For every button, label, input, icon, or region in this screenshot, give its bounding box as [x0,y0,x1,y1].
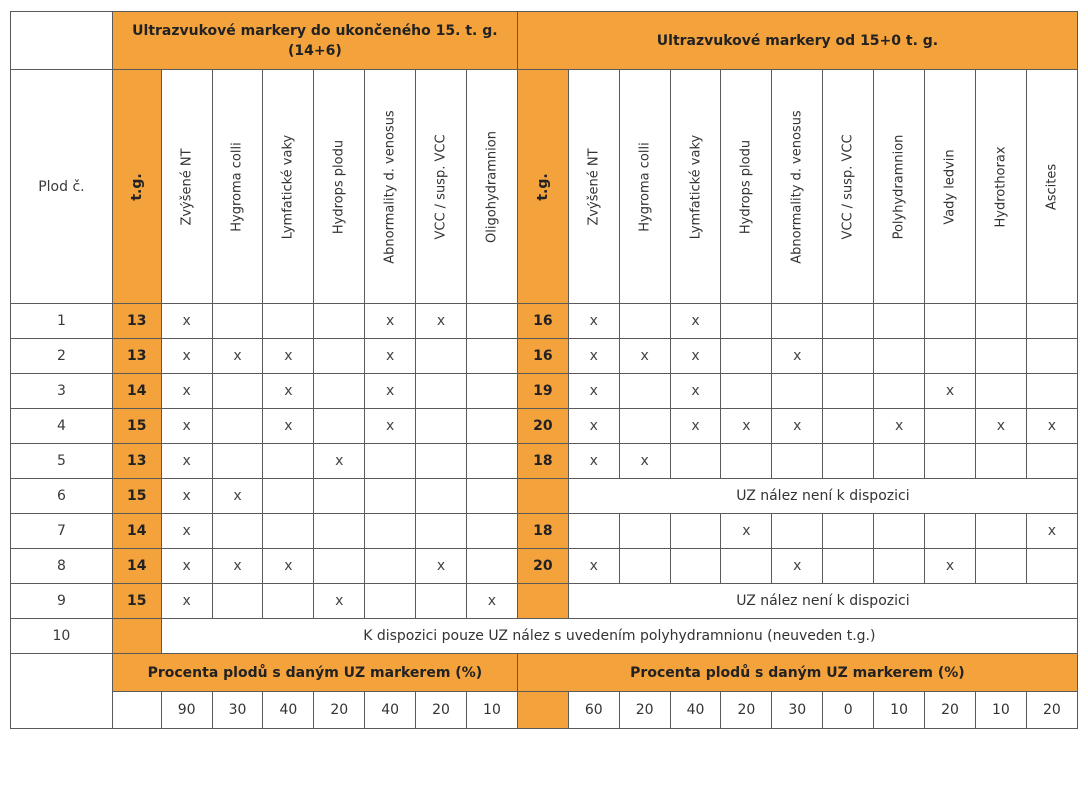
marker-cell: x [212,549,263,584]
marker-cell: x [365,409,416,444]
marker-cell [416,374,467,409]
tg1-value: 14 [112,549,161,584]
table-row [11,304,1078,339]
marker-cell: x [568,339,619,374]
marker-cell [670,514,721,549]
marker-cell [1026,339,1077,374]
marker-cell [619,409,670,444]
marker-cell [1026,304,1077,339]
tg1-header-text: t.g. [128,172,145,201]
marker-cell: x [365,304,416,339]
marker-cell: x [161,374,212,409]
group1-col-header-text: Abnormality d. venosus [382,109,398,264]
tg2-header [517,70,568,304]
tg1-value: 15 [112,479,161,514]
marker-cell [721,549,772,584]
marker-cell [874,304,925,339]
marker-cell [416,444,467,479]
plod-number: 8 [11,549,113,584]
group2-note: UZ nález není k dispozici [568,584,1077,619]
group1-col-header-text: VCC / susp. VCC [433,133,449,240]
marker-cell: x [161,514,212,549]
percent-value: 20 [619,692,670,729]
group1-col-header [314,70,365,304]
marker-cell [619,304,670,339]
tg1-value: 15 [112,409,161,444]
group1-col-header [212,70,263,304]
marker-cell [823,549,874,584]
marker-cell [619,514,670,549]
marker-cell: x [568,444,619,479]
marker-cell [467,374,518,409]
percent-label-row [11,654,1078,692]
marker-cell [721,339,772,374]
marker-cell: x [1026,409,1077,444]
percent-label-2: Procenta plodů s daným UZ markerem (%) [517,654,1077,692]
group1-col-header [365,70,416,304]
marker-cell: x [619,339,670,374]
tg1-value: 14 [112,374,161,409]
marker-cell [772,444,823,479]
marker-cell [365,479,416,514]
marker-cell [619,549,670,584]
percent-corner [11,654,113,729]
marker-cell: x [212,479,263,514]
tg1-value: 14 [112,514,161,549]
percent-value: 60 [568,692,619,729]
group1-col-header-text: Zvýšené NT [179,147,195,226]
marker-cell [772,514,823,549]
marker-cell [874,374,925,409]
group1-col-header-text: Hydrops plodu [331,139,347,234]
percent-tg1-blank [112,692,161,729]
plod-number: 1 [11,304,113,339]
group2-col-header-text: Hydrothorax [993,145,1009,228]
tg2-value: 18 [517,444,568,479]
percent-label-1: Procenta plodů s daným UZ markerem (%) [112,654,517,692]
group-header-row [11,12,1078,70]
tg1-value [112,619,161,654]
marker-cell [772,374,823,409]
marker-cell [416,584,467,619]
table-container [10,11,1078,729]
group2-col-header [619,70,670,304]
marker-cell: x [263,409,314,444]
marker-cell [670,444,721,479]
tg1-value: 13 [112,339,161,374]
marker-cell: x [314,584,365,619]
tg2-header-text: t.g. [534,172,551,201]
marker-cell: x [721,514,772,549]
marker-cell [314,549,365,584]
percent-value: 10 [467,692,518,729]
marker-cell: x [161,584,212,619]
marker-cell [772,304,823,339]
marker-cell [212,374,263,409]
row-note: K dispozici pouze UZ nález s uvedením polyhydramnionu (neuveden t.g.) [161,619,1077,654]
marker-cell: x [772,549,823,584]
marker-cell: x [975,409,1026,444]
group2-col-header [670,70,721,304]
marker-cell: x [161,479,212,514]
ultrasound-markers-table [10,11,1078,729]
table-row [11,619,1078,654]
percent-value: 40 [365,692,416,729]
plod-number: 6 [11,479,113,514]
marker-cell [925,514,976,549]
group1-col-header [161,70,212,304]
group2-col-header [975,70,1026,304]
marker-cell [365,444,416,479]
marker-cell: x [568,409,619,444]
table-row [11,479,1078,514]
marker-cell [212,584,263,619]
group2-col-header [721,70,772,304]
group2-col-header-text: Polyhydramnion [891,134,907,239]
percent-value: 20 [721,692,772,729]
marker-cell [467,444,518,479]
marker-cell [874,339,925,374]
marker-cell: x [670,374,721,409]
group2-col-header-text: VCC / susp. VCC [840,133,856,240]
marker-cell [467,549,518,584]
marker-cell [263,444,314,479]
plod-number: 7 [11,514,113,549]
tg2-value: 16 [517,339,568,374]
marker-cell [467,514,518,549]
marker-cell [212,514,263,549]
marker-cell [314,514,365,549]
marker-cell: x [568,304,619,339]
table-row [11,374,1078,409]
group1-col-header-text: Lymfatické vaky [280,134,296,239]
marker-cell [874,444,925,479]
marker-cell: x [874,409,925,444]
marker-cell [416,339,467,374]
marker-cell: x [925,549,976,584]
marker-cell: x [568,549,619,584]
marker-cell: x [568,374,619,409]
group1-col-header-text: Hygroma colli [229,141,245,232]
percent-value: 30 [772,692,823,729]
tg2-value [517,479,568,514]
marker-cell: x [314,444,365,479]
marker-cell [467,339,518,374]
percent-value: 10 [874,692,925,729]
marker-cell [823,304,874,339]
group1-header: Ultrazvukové markery do ukončeného 15. t. g. (14+6) [112,12,517,70]
percent-value: 20 [925,692,976,729]
group2-col-header [568,70,619,304]
marker-cell: x [772,409,823,444]
table-row [11,339,1078,374]
group2-col-header-text: Abnormality d. venosus [789,109,805,264]
group1-col-header-text: Oligohydramnion [484,130,500,243]
marker-cell [925,304,976,339]
marker-cell [416,409,467,444]
marker-cell [416,479,467,514]
plod-number: 2 [11,339,113,374]
tg1-value: 15 [112,584,161,619]
marker-cell [823,374,874,409]
table-row [11,514,1078,549]
marker-cell: x [365,374,416,409]
plod-number: 9 [11,584,113,619]
marker-cell [721,444,772,479]
tg1-value: 13 [112,444,161,479]
tg2-value: 18 [517,514,568,549]
marker-cell [925,409,976,444]
marker-cell [314,374,365,409]
group2-col-header [772,70,823,304]
tg1-value: 13 [112,304,161,339]
percent-value: 40 [670,692,721,729]
plod-header: Plod č. [11,70,113,304]
percent-values-row [11,692,1078,729]
group2-col-header [823,70,874,304]
group2-col-header [1026,70,1077,304]
marker-cell [975,304,1026,339]
group2-note: UZ nález není k dispozici [568,479,1077,514]
marker-cell [1026,549,1077,584]
percent-value: 90 [161,692,212,729]
marker-cell [670,549,721,584]
marker-cell [263,514,314,549]
percent-value: 30 [212,692,263,729]
marker-cell [314,339,365,374]
marker-cell [314,409,365,444]
marker-cell: x [670,304,721,339]
marker-cell [823,444,874,479]
marker-cell [1026,374,1077,409]
tg2-value: 16 [517,304,568,339]
marker-cell: x [161,409,212,444]
marker-cell [721,304,772,339]
marker-cell [314,304,365,339]
percent-tg2-blank [517,692,568,729]
marker-cell [263,304,314,339]
table-row [11,549,1078,584]
marker-cell [568,514,619,549]
group2-col-header-text: Ascites [1044,163,1060,210]
group1-col-header [467,70,518,304]
marker-cell: x [161,339,212,374]
percent-value: 20 [416,692,467,729]
percent-value: 10 [975,692,1026,729]
marker-cell [314,479,365,514]
marker-cell [1026,444,1077,479]
marker-cell [721,374,772,409]
marker-cell [263,584,314,619]
marker-cell [365,514,416,549]
group2-col-header-text: Zvýšené NT [586,147,602,226]
plod-number: 10 [11,619,113,654]
table-row [11,584,1078,619]
marker-cell: x [619,444,670,479]
column-header-row [11,70,1078,304]
group2-col-header-text: Hygroma colli [637,141,653,232]
table-row [11,409,1078,444]
marker-cell [823,514,874,549]
group1-col-header [263,70,314,304]
group2-col-header [874,70,925,304]
marker-cell: x [263,549,314,584]
marker-cell [925,339,976,374]
marker-cell [823,339,874,374]
marker-cell: x [772,339,823,374]
marker-cell: x [263,374,314,409]
plod-number: 4 [11,409,113,444]
marker-cell: x [161,444,212,479]
table-row [11,444,1078,479]
plod-number: 3 [11,374,113,409]
plod-number: 5 [11,444,113,479]
percent-value: 40 [263,692,314,729]
marker-cell: x [263,339,314,374]
marker-cell: x [416,549,467,584]
marker-cell: x [467,584,518,619]
group2-header: Ultrazvukové markery od 15+0 t. g. [517,12,1077,70]
corner-cell [11,12,113,70]
marker-cell [263,479,314,514]
marker-cell: x [925,374,976,409]
marker-cell [874,549,925,584]
marker-cell: x [161,549,212,584]
marker-cell [619,374,670,409]
tg1-header [112,70,161,304]
marker-cell [925,444,976,479]
percent-value: 0 [823,692,874,729]
marker-cell [467,479,518,514]
group2-col-header [925,70,976,304]
marker-cell: x [670,409,721,444]
marker-cell: x [670,339,721,374]
marker-cell [975,514,1026,549]
group2-col-header-text: Hydrops plodu [738,139,754,234]
marker-cell [975,549,1026,584]
tg2-value [517,584,568,619]
marker-cell [975,339,1026,374]
marker-cell: x [1026,514,1077,549]
marker-cell [874,514,925,549]
tg2-value: 20 [517,409,568,444]
marker-cell: x [212,339,263,374]
marker-cell [467,304,518,339]
marker-cell [212,444,263,479]
marker-cell [416,514,467,549]
group2-col-header-text: Vady ledvin [942,148,958,225]
marker-cell: x [365,339,416,374]
tg2-value: 20 [517,549,568,584]
marker-cell: x [161,304,212,339]
marker-cell [975,444,1026,479]
group1-col-header [416,70,467,304]
group2-col-header-text: Lymfatické vaky [688,134,704,239]
marker-cell [365,549,416,584]
marker-cell [467,409,518,444]
percent-value: 20 [314,692,365,729]
marker-cell: x [416,304,467,339]
marker-cell: x [721,409,772,444]
marker-cell [365,584,416,619]
marker-cell [212,409,263,444]
marker-cell [212,304,263,339]
marker-cell [823,409,874,444]
tg2-value: 19 [517,374,568,409]
marker-cell [975,374,1026,409]
percent-value: 20 [1026,692,1077,729]
